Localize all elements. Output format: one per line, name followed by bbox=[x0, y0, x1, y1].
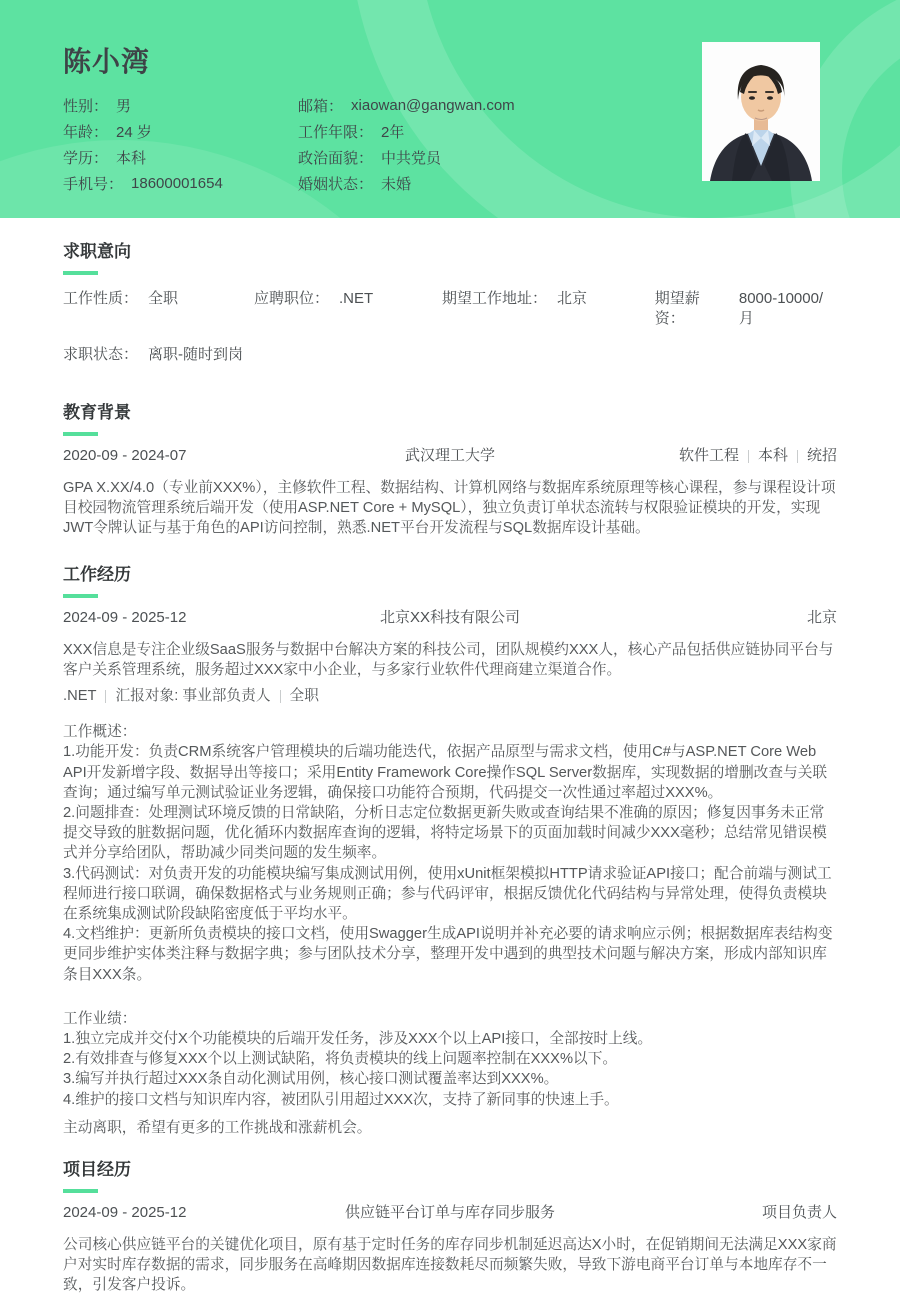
field-age bbox=[63, 118, 298, 144]
field-expected-location bbox=[442, 289, 655, 329]
project-period: 2024-09 - 2025-12 bbox=[63, 1204, 187, 1222]
work-summary-item: 3.代码测试：对负责开发的功能模块编写集成测试用例，使用xUnit框架模拟HTTP请求验证API接口；配合前端与测试工程师进行接口联调，确保数据格式与业务规则正确；参与代码评审，根据反馈优化代码结构与异常处理，使得负责模块在系统集成测试阶段缺陷密度低于平均水平。 bbox=[63, 865, 832, 923]
field-value: 全职 bbox=[148, 290, 179, 307]
work-summary-label: 工作概述： bbox=[63, 724, 137, 741]
field-value: xiaowan@gangwan.com bbox=[351, 96, 515, 114]
field-job-nature bbox=[63, 289, 254, 329]
work-summary bbox=[63, 722, 837, 985]
position: .NET bbox=[63, 688, 97, 705]
work-summary-item: 1.功能开发：负责CRM系统客户管理模块的后端功能迭代，依据产品原型与需求文档，使用C#与ASP.NET Core Web API开发新增字段、数据导出等接口；采用Entity Framework Core操作SQL Server数据库，实现数据的增删改查与关联查询；通过编写单元测试验证业务逻辑，确保接口功能符合预期，代码提交一次性通过率超过XXX%。 bbox=[63, 744, 828, 801]
info-column-left bbox=[63, 92, 298, 196]
title-underline bbox=[63, 1189, 98, 1193]
work-achievement-item: 3.编写并执行超过XXX条自动化测试用例，核心接口测试覆盖率达到XXX%。 bbox=[63, 1071, 559, 1088]
work-achievement-item: 4.维护的接口文档与知识库内容，被团队引用超过XXX次，支持了新同事的快速上手。 bbox=[63, 1091, 619, 1108]
field-marital-status bbox=[298, 170, 515, 196]
separator bbox=[280, 690, 281, 703]
section-project-experience bbox=[63, 1160, 837, 1296]
enroll-type: 统招 bbox=[806, 447, 837, 464]
work-summary-item: 4.文档维护：更新所负责模块的接口文档，使用Swagger生成API说明并补充必要的请求响应示例；根据数据库表结构变更同步维护实体类注释与数据字典；参与团队技术分享，整理开发中遇到的典型技术问题与解决方案，形成内部知识库条目XXX条。 bbox=[63, 926, 833, 983]
resume-header bbox=[0, 0, 900, 218]
field-value: 2年 bbox=[381, 123, 405, 141]
intention-row-1 bbox=[63, 289, 837, 329]
title-underline bbox=[63, 271, 98, 275]
profile-photo bbox=[702, 42, 820, 181]
field-label: 手机号： bbox=[63, 175, 124, 193]
field-value: 中共党员 bbox=[381, 149, 442, 167]
field-value: 本科 bbox=[116, 149, 147, 167]
school-name: 武汉理工大学 bbox=[404, 447, 495, 464]
education-period: 2020-09 - 2024-07 bbox=[63, 447, 187, 464]
education-description: GPA X.XX/4.0（专业前XXX%），主修软件工程、数据结构、计算机网络与数据库系统原理等核心课程，参与课程设计项目校园物流管理系统后端开发（使用ASP.NET Core + MySQL），独立负责订单状态流转与权限验证模块的开发，实现JWT令牌认证与基于角色的API访问控制，熟悉.NET平台开发流程与SQL数据库设计基础。 bbox=[63, 480, 836, 537]
section-title: 项目经历 bbox=[63, 1160, 131, 1180]
field-label: 邮箱： bbox=[298, 97, 344, 115]
field-education-level bbox=[63, 144, 298, 170]
work-row bbox=[63, 608, 837, 628]
section-title: 工作经历 bbox=[63, 564, 131, 584]
section-job-intention bbox=[63, 242, 837, 365]
major: 软件工程 bbox=[678, 447, 739, 464]
field-label: 年龄： bbox=[63, 123, 109, 141]
city: 北京 bbox=[806, 608, 837, 626]
leave-reason: 主动离职，希望有更多的工作挑战和涨薪机会。 bbox=[63, 1119, 372, 1136]
field-label: 求职状态： bbox=[63, 346, 139, 363]
company-name: 北京XX科技有限公司 bbox=[379, 608, 520, 626]
field-label: 期望薪资： bbox=[654, 290, 700, 327]
field-label: 政治面貌： bbox=[298, 149, 374, 167]
role: 项目负责人 bbox=[761, 1204, 837, 1222]
company-intro: XXX信息是专注企业级SaaS服务与数据中台解决方案的科技公司，团队规模约XXX人，核心产品包括供应链协同平台与客户关系管理系统，服务超过XXX家中小企业，与多家行业软件代理商建立渠道合作。 bbox=[63, 641, 834, 678]
education-row bbox=[63, 446, 837, 466]
field-value: 18600001654 bbox=[131, 174, 223, 192]
work-period: 2024-09 - 2025-12 bbox=[63, 608, 187, 626]
degree: 本科 bbox=[757, 447, 788, 464]
field-email bbox=[298, 92, 515, 118]
work-achievement-item: 2.有效排查与修复XXX个以上测试缺陷，将负责模块的线上问题率控制在XXX%以下。 bbox=[63, 1051, 618, 1068]
field-expected-salary bbox=[655, 289, 837, 329]
field-value: 北京 bbox=[556, 290, 587, 307]
project-role bbox=[607, 1203, 837, 1223]
title-underline bbox=[63, 594, 98, 598]
section-education bbox=[63, 403, 837, 539]
field-label: 性别： bbox=[63, 97, 109, 115]
project-name: 供应链平台订单与库存同步服务 bbox=[344, 1204, 555, 1222]
field-label: 婚姻状态： bbox=[298, 175, 374, 193]
field-label: 工作性质： bbox=[63, 290, 139, 307]
intention-row-2 bbox=[63, 345, 837, 365]
field-target-position bbox=[254, 289, 442, 329]
field-label: 应聘职位： bbox=[253, 290, 329, 307]
field-years-of-work bbox=[298, 118, 515, 144]
work-achievements bbox=[63, 1009, 837, 1110]
work-achievement-item: 1.独立完成并交付X个功能模块的后端开发任务，涉及XXX个以上API接口，全部按时上线。 bbox=[63, 1031, 653, 1048]
field-gender bbox=[63, 92, 298, 118]
work-summary-item: 2.问题排查：处理测试环境反馈的日常缺陷，分析日志定位数据更新失败或查询结果不准确的原因；修复因事务未正常提交导致的脏数据问题，优化循环内数据库查询的逻辑，将特定场景下的页面加载时间减少XXX毫秒；总结常见错误模式并分享给团队，帮助减少同类问题的发生频率。 bbox=[63, 805, 827, 862]
resume-body bbox=[0, 242, 900, 1296]
work-meta bbox=[63, 686, 837, 706]
section-work-experience bbox=[63, 565, 837, 1138]
personal-info-grid bbox=[63, 92, 515, 196]
field-job-status bbox=[63, 345, 243, 365]
separator bbox=[105, 690, 106, 703]
education-tags bbox=[607, 446, 837, 466]
portrait-image bbox=[702, 42, 820, 181]
field-value: 男 bbox=[116, 97, 132, 115]
info-column-right bbox=[298, 92, 515, 196]
field-phone bbox=[63, 170, 298, 196]
field-label: 期望工作地址： bbox=[441, 290, 547, 307]
report-to: 汇报对象: 事业部负责人 bbox=[115, 688, 271, 705]
field-value: .NET bbox=[338, 290, 374, 307]
field-label: 工作年限： bbox=[298, 123, 374, 141]
project-row bbox=[63, 1203, 837, 1223]
field-political-status bbox=[298, 144, 515, 170]
field-label: 学历： bbox=[63, 149, 109, 167]
separator bbox=[797, 450, 798, 463]
project-description: 公司核心供应链平台的关键优化项目，原有基于定时任务的库存同步机制延迟高达X小时，在促销期间无法满足XXX家商户对实时库存数据的需求，同步服务在高峰期因数据库连接数耗尽而频繁失败，导致下游电商平台订单与本地库存不一致，引发客户投诉。 bbox=[63, 1237, 837, 1294]
field-value: 8000-10000/月 bbox=[738, 290, 824, 327]
section-title: 求职意向 bbox=[63, 242, 131, 261]
field-value: 未婚 bbox=[381, 175, 412, 193]
job-type: 全职 bbox=[289, 688, 319, 705]
title-underline bbox=[63, 432, 98, 436]
work-achievements-label: 工作业绩： bbox=[63, 1010, 137, 1027]
field-value: 离职-随时到岗 bbox=[148, 346, 244, 363]
section-title: 教育背景 bbox=[63, 403, 131, 422]
work-city bbox=[607, 608, 837, 628]
field-value: 24 岁 bbox=[116, 123, 152, 141]
candidate-name: 陈小湾 bbox=[63, 46, 151, 77]
separator bbox=[748, 450, 749, 463]
